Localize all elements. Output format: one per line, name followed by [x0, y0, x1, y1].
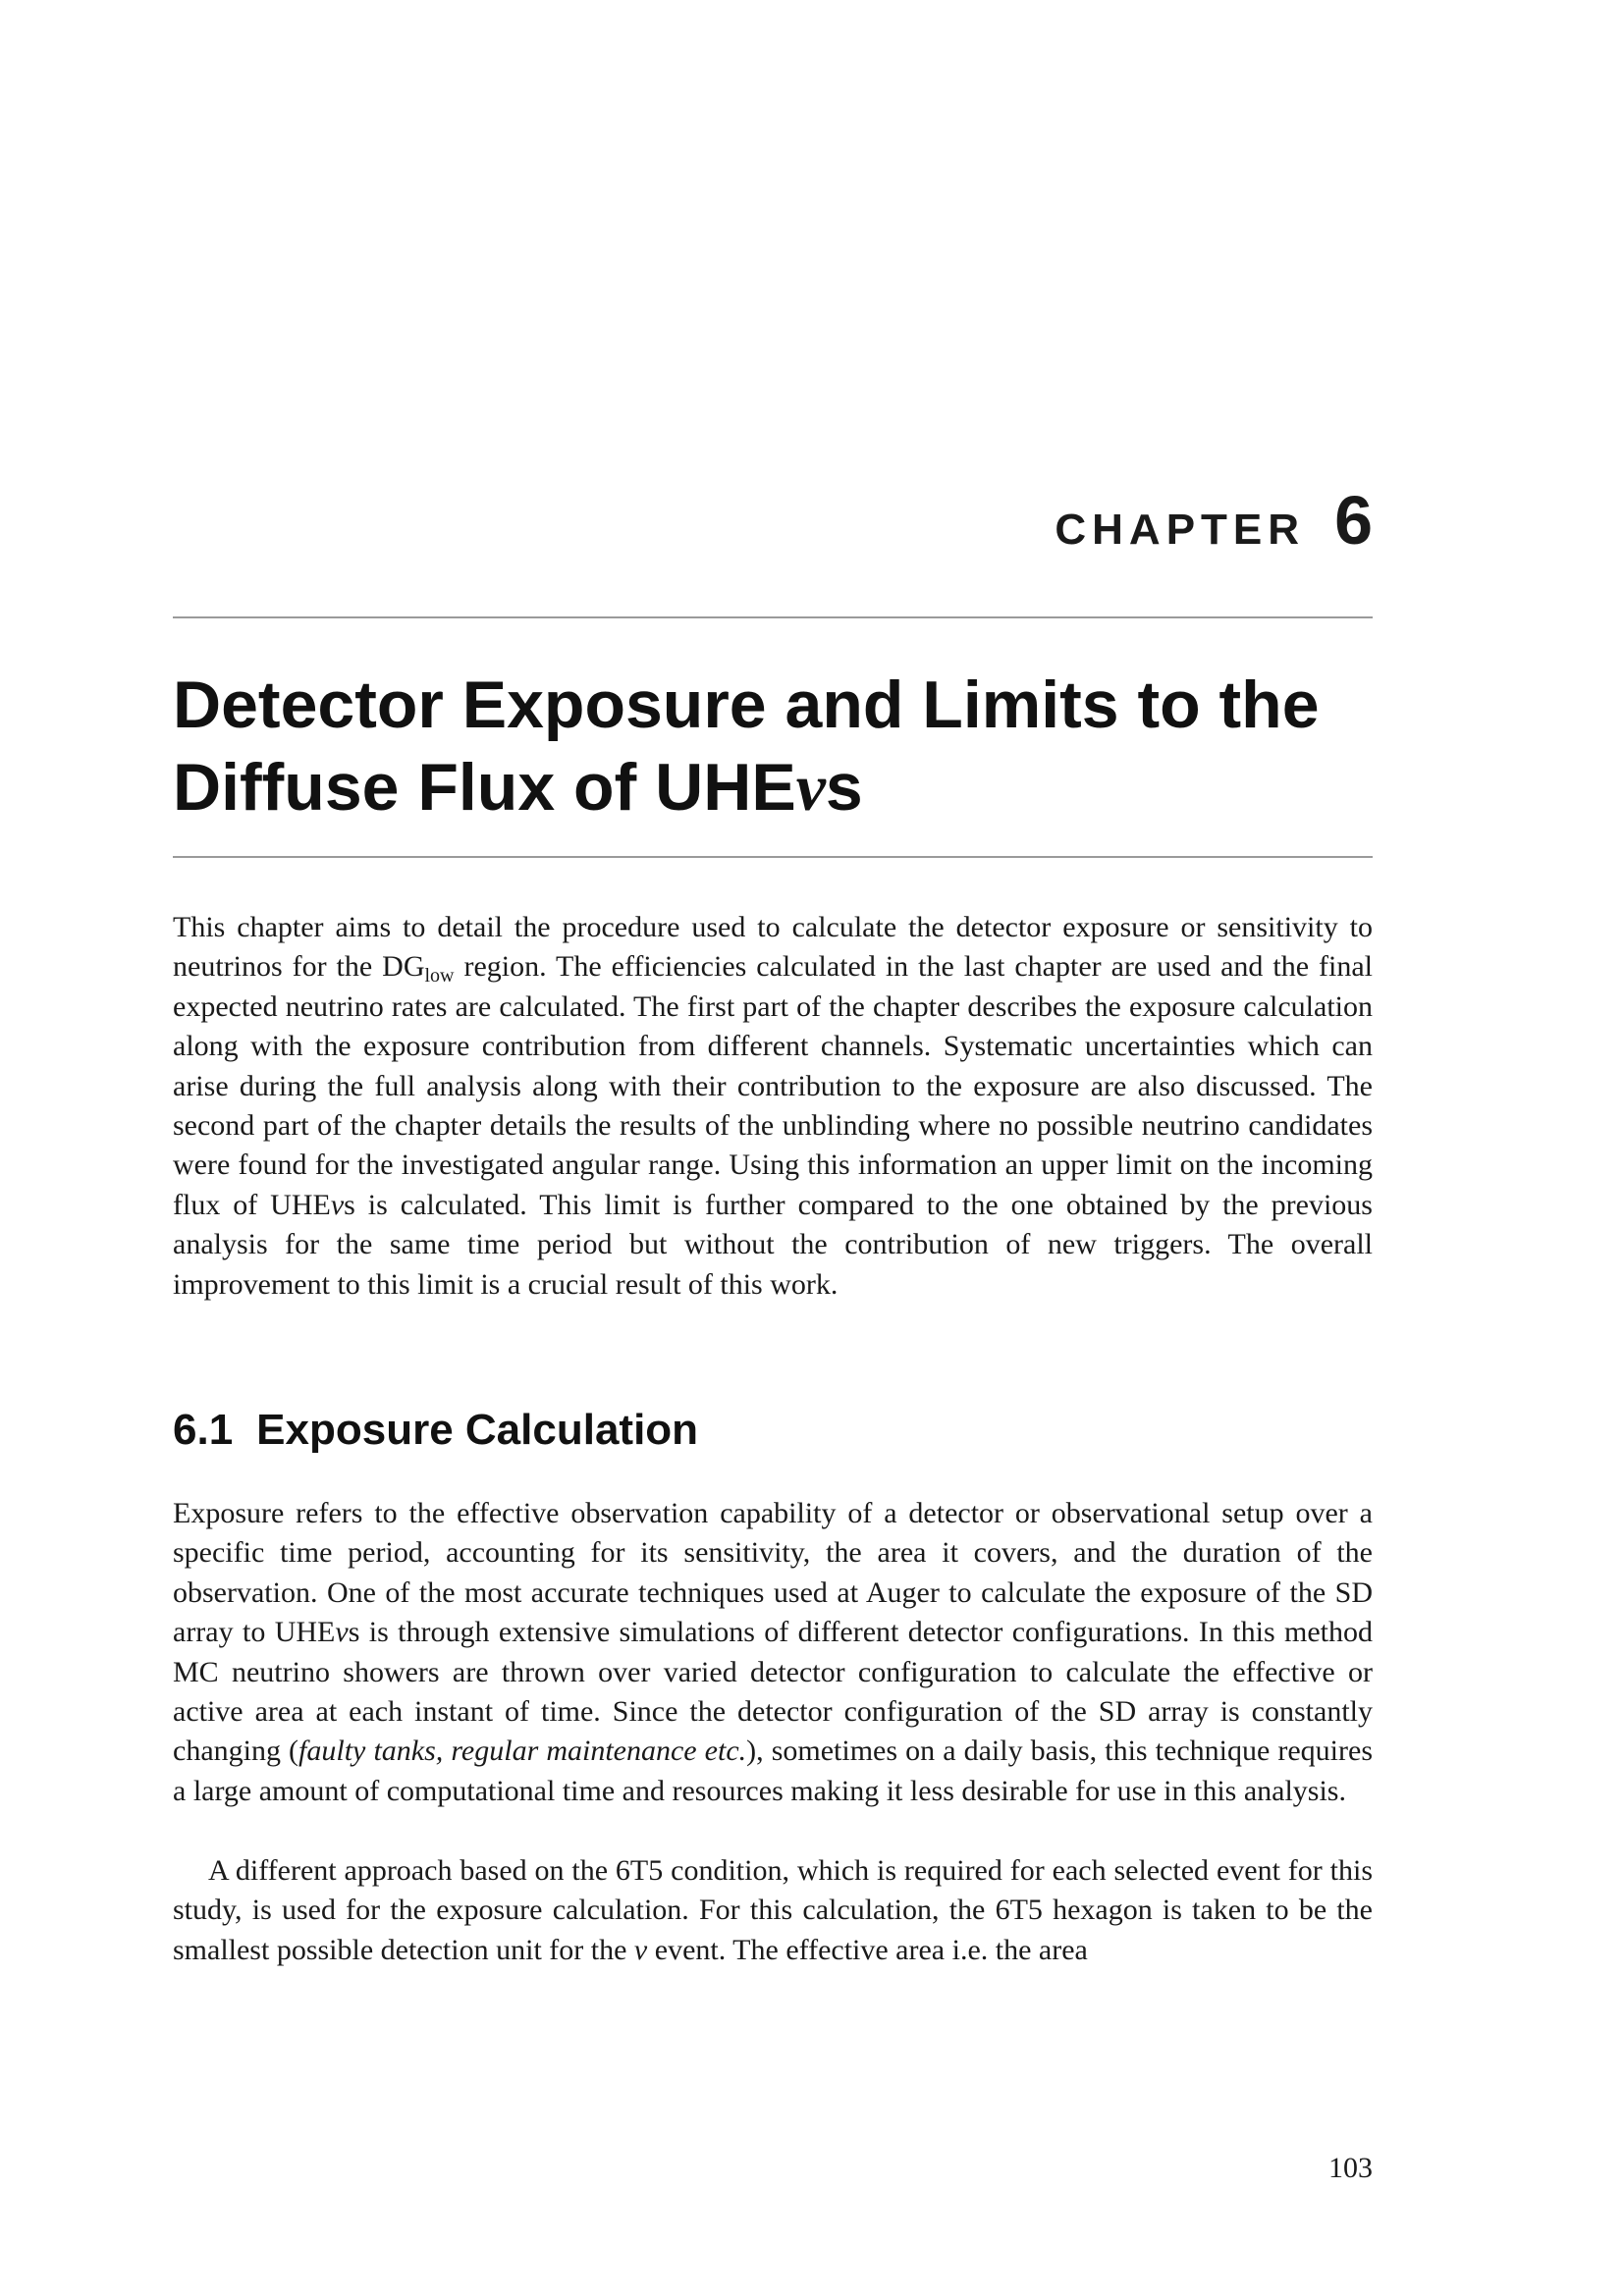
section-heading	[173, 1406, 698, 1455]
title-rule-bottom	[173, 856, 1373, 858]
chapter-title	[173, 664, 1373, 828]
para2-nu-symbol: ν	[633, 1933, 648, 1966]
para2-text-2: event. The effective area i.e. the area	[647, 1933, 1088, 1966]
intro-subscript-low: low	[424, 965, 455, 988]
exposure-paragraph-1	[173, 1494, 1373, 1811]
title-rule-top	[173, 616, 1373, 618]
section-title: Exposure Calculation	[256, 1406, 699, 1454]
intro-text-2: region. The efficiencies calculated in the last chapter are used and the final expected neutrino rates are calculated. The first part of the chapter describes the exposure calculation along with the exposure contribution from different channels. Systematic uncertainties which can arise during the full analysis along with their contribution to the exposure are also discussed. The second part of the chapter details the results of the unblinding where no possible neutrino candidates were found for the investigated angular range. Using this information an upper limit on the incoming flux of UHE	[173, 950, 1373, 1221]
para1-italic-phrase: faulty tanks, regular maintenance etc.	[298, 1735, 747, 1768]
page-number: 103	[1328, 2152, 1373, 2184]
intro-text-1: This chapter aims to detail the procedure used to calculate the detector exposure or sensitivity to neutrinos for the DG	[173, 911, 1373, 984]
chapter-title-line2-suffix: s	[825, 750, 863, 825]
para2-text-1: A different approach based on the 6T5 condition, which is required for each selected event for this study, is used for the exposure calculation. For this calculation, the 6T5 hexagon is taken to be the smallest possible detection unit for the	[173, 1854, 1373, 1966]
chapter-title-line1: Detector Exposure and Limits to the	[173, 667, 1320, 742]
chapter-word: CHAPTER	[1055, 506, 1306, 554]
intro-nu-symbol: ν	[330, 1188, 345, 1221]
chapter-title-nu-symbol: ν	[795, 750, 826, 825]
para1-text-3: ), sometimes on a daily basis, this technique requires a large amount of computational time and resources making it less desirable for use in this analysis.	[173, 1735, 1373, 1807]
chapter-title-line2-prefix: Diffuse Flux of UHE	[173, 750, 796, 825]
para1-text-2: s is through extensive simulations of different detector configurations. In this method MC neutrino showers are thrown over varied detector configuration to calculate the effective or active area at each instant of time. Since the detector configuration of the SD array is constantly changing (	[173, 1616, 1373, 1768]
exposure-paragraph-2	[173, 1851, 1373, 1970]
intro-text-3: s is calculated. This limit is further compared to the one obtained by the previous analysis for the same time period but without the contribution of new triggers. The overall improvement to this limit is a crucial result of this work.	[173, 1188, 1373, 1301]
intro-paragraph	[173, 908, 1373, 1305]
para1-nu-symbol: ν	[335, 1616, 349, 1649]
para1-text-1: Exposure refers to the effective observation capability of a detector or observational setup over a specific time period, accounting for its sensitivity, the area it covers, and the duration of the observation. One of the most accurate techniques used at Auger to calculate the exposure of the SD array to UHE	[173, 1497, 1373, 1649]
chapter-number: 6	[1334, 482, 1373, 559]
section-number: 6.1	[173, 1406, 234, 1454]
chapter-label	[1055, 481, 1373, 560]
